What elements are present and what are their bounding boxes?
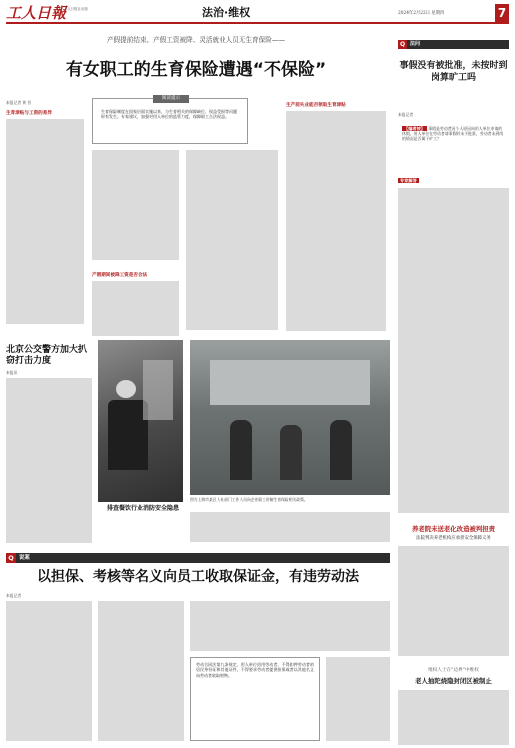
lead-column-2 [92,150,179,270]
section-tag-icon: Q [6,553,16,563]
wall-banner [210,360,370,405]
text-block [6,119,84,324]
issue-date: 2024年2月22日 星期四 [398,11,445,16]
firefighter-photo [98,340,183,502]
bottom-text-4 [326,657,390,743]
lead-headline: 有女职工的生育保险遭遇“不保险” [65,60,327,80]
bottom-text-1 [6,601,92,743]
bottom-text-3 [190,601,390,653]
lead-subhead-1: 生育津贴与工资的差异 [6,111,52,116]
person-figure [230,420,252,480]
story2-byline: 本报讯 [6,370,18,375]
right-title-3: 老人抽陀烧隐封闭区被制止 [415,677,492,685]
person-figure [330,420,352,480]
right-text-1 [398,188,509,518]
section-label: 说案 [19,555,30,561]
reading-tip-text: 生育保险制度在国家层面实施以来，与生育相关的保障缺位、权益受损等问题时有发生。专家建议，加强对用人单位的监管力度，保障职工合法权益。 [101,109,237,120]
qa-tag-wrap [398,178,419,183]
qa-tag: 专家解答 [400,178,417,183]
text-block [92,150,179,260]
right-title-2: 养老院未送老化改造被判担责 [411,525,496,533]
lead-column-4 [286,100,386,335]
text-block [398,546,509,656]
text-block [398,690,509,745]
text-block [326,657,390,741]
person-head [116,380,136,398]
right-text-2 [398,546,509,661]
newspaper-logo: 工人日報 [6,4,67,22]
right-section-bar-1 [398,40,509,49]
reading-tip-tag: 阅读提示 [153,95,189,103]
text-block [398,188,509,513]
page-number: 7 [495,4,509,22]
kitchen-equipment [143,360,173,420]
bottom-headline: 以担保、考核等名义向员工收取保证金，有违劳动法 [37,569,359,585]
photo2-caption: 图为上海市某区人社部门工作人员向企业职工讲解生育保险相关政策。 [190,497,308,502]
meeting-photo [190,340,390,495]
masthead [6,4,509,24]
text-block [190,512,390,542]
story2-headline: 北京公交警方加大扒窃打击力度 [6,345,88,366]
text-block [190,601,390,651]
section-label: 法问 [410,41,421,47]
text-block [98,601,184,741]
lead-subhead-3: 生产前失业能否领取生育津贴 [286,103,346,108]
explain-section-bar [6,553,390,563]
text-block [92,281,179,336]
text-block [6,378,92,543]
photo1-caption: 排查餐饮行业消防安全隐患 [106,505,179,512]
reading-tip-box [92,98,248,144]
bottom-byline: 本报记者 [6,593,22,598]
story2-text [6,378,92,548]
lead-subhead-2: 产假期间被降工资是否合法 [92,273,148,278]
text-block [286,111,386,331]
section-title: 法治·维权 [202,6,251,19]
editor-note [402,126,505,170]
law-quote-text: 劳动合同法第九条规定，用人单位招用劳动者，不得扣押劳动者的居民身份证和其他证件，不得要求劳动者提供担保或者以其他名义向劳动者收取财物。 [196,662,314,678]
lead-column-1 [6,108,84,333]
text-block [186,150,278,330]
bottom-text-2 [98,601,184,743]
section-tag-icon: Q [399,41,406,48]
lead-kicker: 产假提前结束、产假工资被降、灵活就业人员无生育保险—— [106,36,286,44]
photo2-text [190,512,390,548]
right-subtitle-2: 法院判决养老机构应承担安全保障义务 [416,536,491,541]
lead-column-3 [186,150,278,335]
law-quote-box [190,657,320,741]
editor-note-text: 事假是劳动者因个人原因向用人单位申请的休假。用人单位在劳动者请事假时未予批准，劳动者未到岗的情况是否属于旷工？ [402,126,504,142]
person-figure [280,425,302,480]
masthead-small-text: 工人日报社出版 [64,7,88,11]
lead-byline: 本报记者 黄 晋 [6,100,32,105]
right-text-3 [398,690,509,746]
right-byline-1: 本报记者 [398,112,414,117]
right-title-1: 事假没有被批准，未按时到岗算旷工吗 [399,61,508,83]
person-body [108,400,148,470]
lead-column-2b [92,270,179,340]
editor-note-tag: 【编者按】 [404,126,425,131]
text-block [6,601,92,741]
right-news-head: 维权人士在“边界”中维权 [428,668,479,673]
